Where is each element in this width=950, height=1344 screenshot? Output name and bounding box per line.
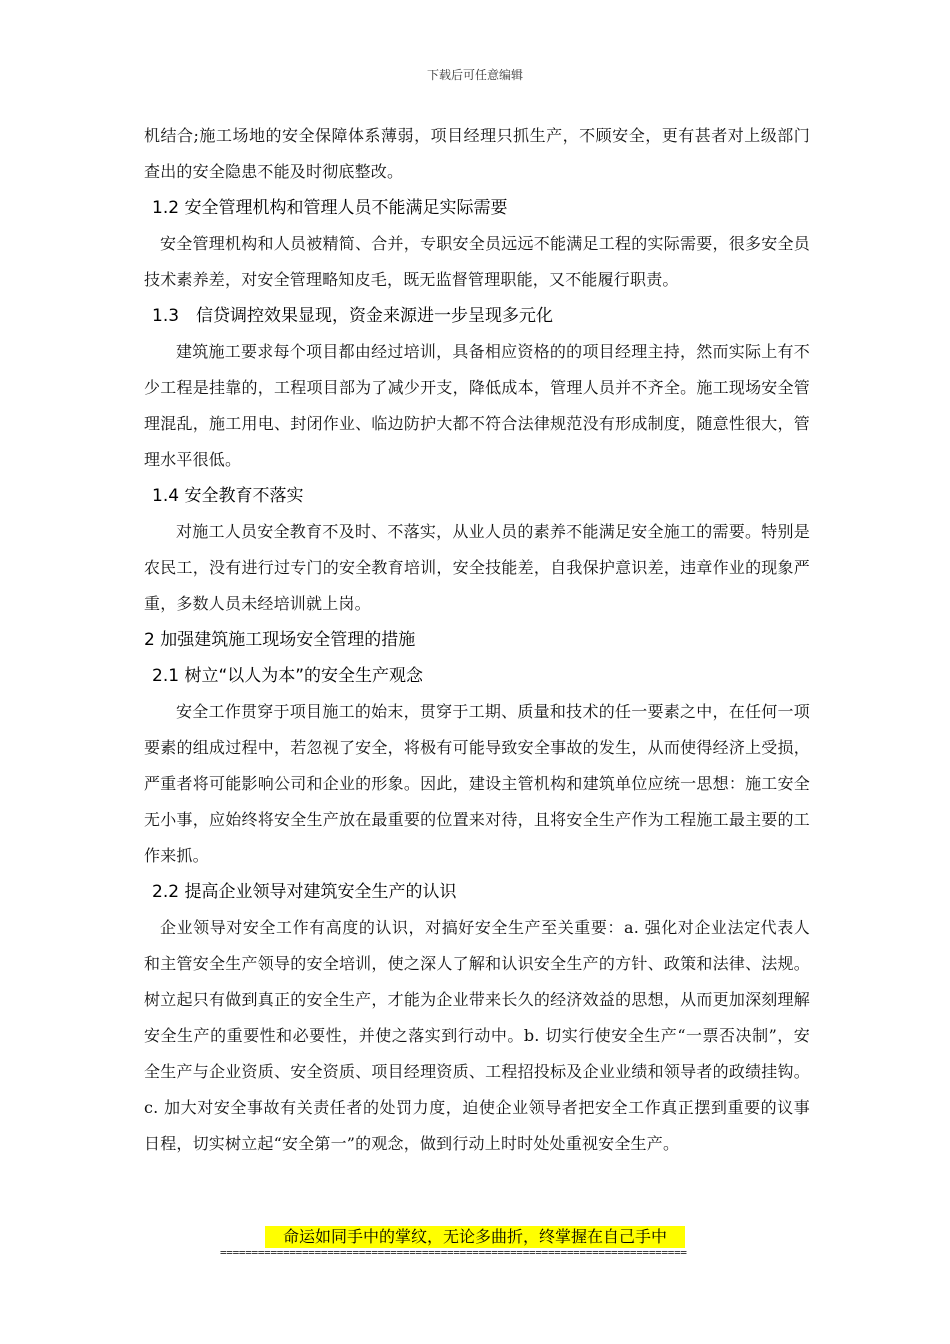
footer-motto: 命运如同手中的掌纹，无论多曲折，终掌握在自己手中	[265, 1226, 685, 1248]
paragraph: 安全工作贯穿于项目施工的始末，贯穿于工期、质量和技术的任一要素之中，在任何一项要素的组成过程中，若忽视了安全，将极有可能导致安全事故的发生，从而使得经济上受损，严重者将可能影响公司和企业的形象。因此，建设主管机构和建筑单位应统一思想：施工安全无小事，应始终将安全生产放在最重要的位置来对待，且将安全生产作为工程施工最主要的工作来抓。	[144, 702, 810, 865]
paragraph: 对施工人员安全教育不及时、不落实，从业人员的素养不能满足安全施工的需要。特别是农民工，没有进行过专门的安全教育培训，安全技能差，自我保护意识差，违章作业的现象严重，多数人员未经培训就上岗。	[144, 522, 810, 613]
chapter-heading-2: 2 加强建筑施工现场安全管理的措施	[144, 630, 416, 650]
footer-divider: ==========================================================================	[220, 1246, 687, 1259]
document-body	[144, 118, 810, 1162]
section-heading-2-1: 2.1 树立“以人为本”的安全生产观念	[152, 666, 424, 686]
section-heading-2-2: 2.2 提高企业领导对建筑安全生产的认识	[152, 882, 457, 902]
section-heading-1-2: 1.2 安全管理机构和管理人员不能满足实际需要	[152, 198, 508, 218]
paragraph: 机结合;施工场地的安全保障体系薄弱，项目经理只抓生产，不顾安全，更有甚者对上级部门查出的安全隐患不能及时彻底整改。	[144, 126, 810, 181]
paragraph: 企业领导对安全工作有高度的认识，对搞好安全生产至关重要：a. 强化对企业法定代表人和主管安全生产领导的安全培训，使之深人了解和认识安全生产的方针、政策和法律、法规。树立起只有做到真正的安全生产，才能为企业带来长久的经济效益的思想，从而更加深刻理解安全生产的重要性和必要性，并使之落实到行动中。b. 切实行使安全生产“一票否决制”，安全生产与企业资质、安全资质、项目经理资质、工程招投标及企业业绩和领导者的政绩挂钩。c. 加大对安全事故有关责任者的处罚力度，迫使企业领导者把安全工作真正摆到重要的议事日程，切实树立起“安全第一”的观念，做到行动上时时处处重视安全生产。	[144, 918, 810, 1153]
page-header: 下载后可任意编辑	[426, 68, 523, 82]
paragraph: 安全管理机构和人员被精简、合并，专职安全员远远不能满足工程的实际需要，很多安全员技术素养差，对安全管理略知皮毛，既无监督管理职能，又不能履行职责。	[144, 234, 810, 289]
paragraph: 建筑施工要求每个项目都由经过培训，具备相应资格的的项目经理主持，然而实际上有不少工程是挂靠的，工程项目部为了减少开支，降低成本，管理人员并不齐全。施工现场安全管理混乱，施工用电、封闭作业、临边防护大都不符合法律规范没有形成制度，随意性很大，管理水平很低。	[144, 342, 810, 469]
section-heading-1-3: 1.3 信贷调控效果显现，资金来源进一步呈现多元化	[152, 306, 554, 326]
section-heading-1-4: 1.4 安全教育不落实	[152, 486, 304, 506]
